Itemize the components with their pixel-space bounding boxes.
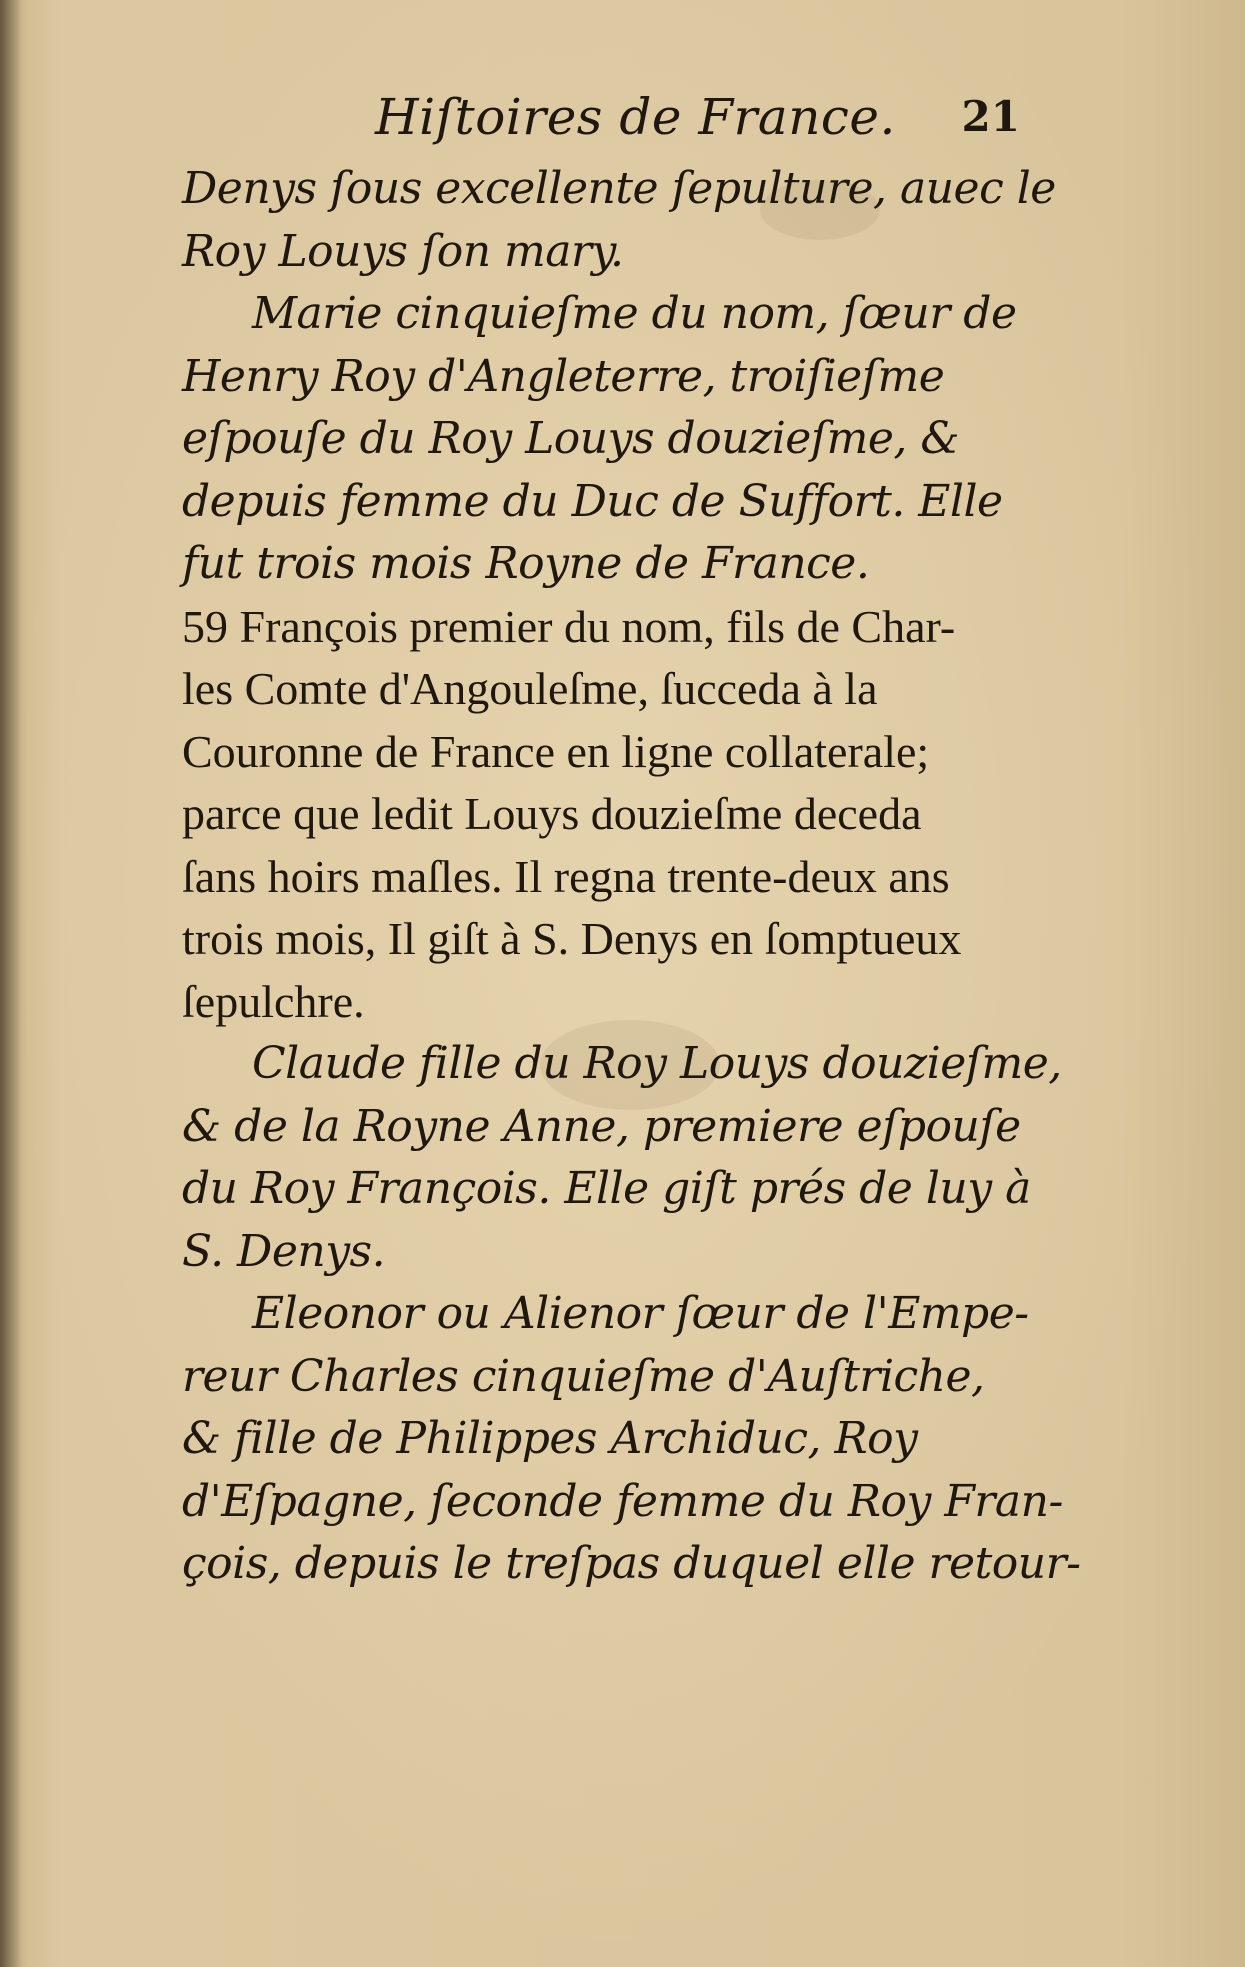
- text-line: Claude fille du Roy Louys douzieſme,: [252, 1038, 1062, 1089]
- text-line: eſpouſe du Roy Louys douzieſme, &: [182, 413, 960, 464]
- page-number: 21: [961, 92, 1020, 141]
- text-line: Denys ſous excellente ſepulture, auec le: [182, 163, 1056, 214]
- text-line: S. Denys.: [182, 1225, 386, 1277]
- text-line: parce que ledit Louys douzieſme deceda: [182, 788, 922, 839]
- text-line: depuis femme du Duc de Suffort. Elle: [182, 475, 1003, 527]
- text-line: ſepulchre.: [182, 975, 365, 1027]
- text-line: & de la Royne Anne, premiere eſpouſe: [182, 1100, 1021, 1152]
- running-title: Hiſtoires de France.: [375, 88, 896, 146]
- text-line: Roy Louys ſon mary.: [182, 225, 624, 277]
- text-line: Eleonor ou Alienor ſœur de l'Empe-: [252, 1288, 1029, 1339]
- text-line: Henry Roy d'Angleterre, troiſieſme: [182, 350, 945, 402]
- text-line: 59 François premier du nom, fils de Char-: [182, 600, 956, 652]
- text-line: ſans hoirs maſles. Il regna trente-deux ans: [182, 850, 950, 902]
- text-line: du Roy François. Elle giſt prés de luy à: [182, 1163, 1031, 1214]
- text-line: & fille de Philippes Archiduc, Roy: [182, 1413, 918, 1464]
- text-line: çois, depuis le treſpas duquel elle retour-: [182, 1538, 1081, 1589]
- text-line: reur Charles cinquieſme d'Auſtriche,: [182, 1350, 985, 1402]
- page-header: [180, 88, 1020, 168]
- text-line: d'Eſpagne, ſeconde femme du Roy Fran-: [182, 1475, 1063, 1527]
- binding-shadow: [0, 0, 22, 1967]
- text-line: Couronne de France en ligne collaterale;: [182, 725, 930, 777]
- text-line: fut trois mois Royne de France.: [182, 538, 870, 589]
- text-line: Marie cinquieſme du nom, ſœur de: [252, 288, 1017, 339]
- text-line: trois mois, Il giſt à S. Denys en ſomptueux: [182, 913, 962, 964]
- text-line: les Comte d'Angouleſme, ſucceda à la: [182, 663, 878, 714]
- body-text: [182, 158, 1081, 1596]
